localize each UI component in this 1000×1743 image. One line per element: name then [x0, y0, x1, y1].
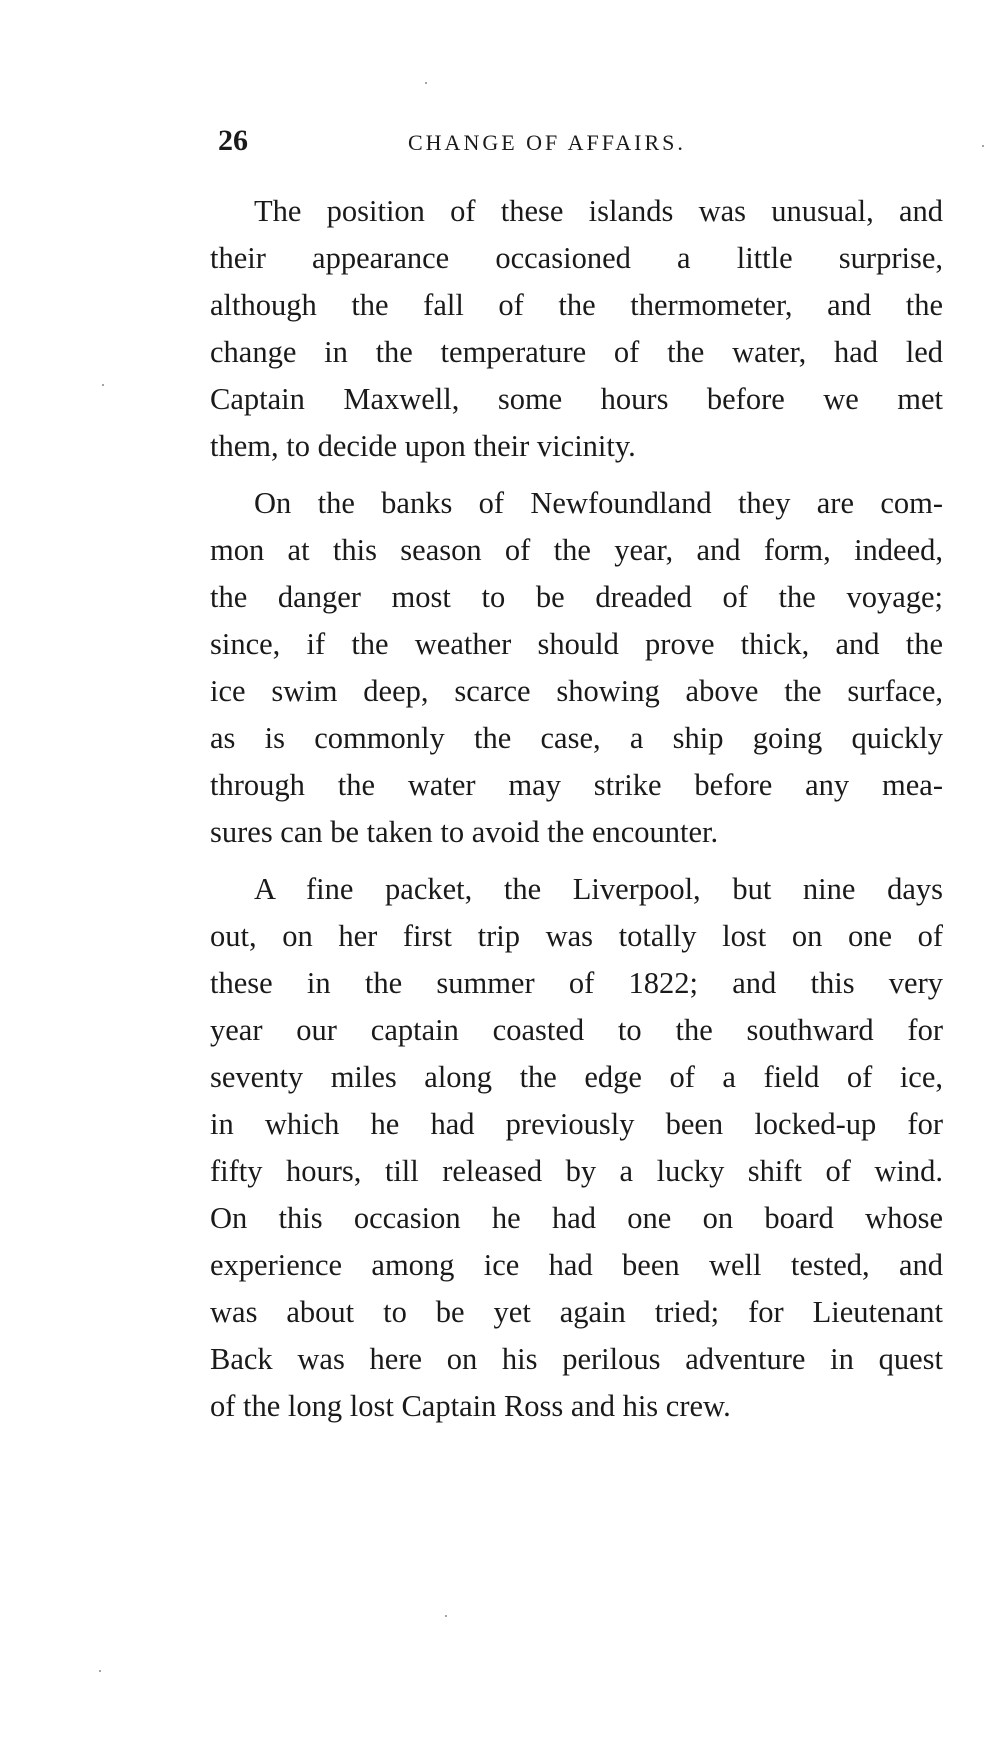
scan-speck [102, 384, 104, 386]
text-line: The position of these islands was unusual, and [254, 194, 943, 228]
text-line: seventy miles along the edge of a field of ice, [210, 1060, 943, 1094]
text-line: their appearance occasioned a little surprise, [210, 241, 943, 275]
text-line: fifty hours, till released by a lucky shift of wind. [210, 1154, 943, 1188]
scan-speck [99, 1670, 101, 1672]
text-line: mon at this season of the year, and form, indeed, [210, 533, 943, 567]
scan-speck [445, 1615, 447, 1617]
text-line: them, to decide upon their vicinity. [210, 429, 636, 463]
text-line: sures can be taken to avoid the encounter. [210, 815, 719, 849]
running-head [218, 124, 940, 164]
text-line: year our captain coasted to the southward for [210, 1013, 943, 1047]
paragraph-3 [210, 866, 943, 1430]
text-line: was about to be yet again tried; for Lieutenant [210, 1295, 943, 1329]
running-title: CHANGE OF AFFAIRS. [408, 130, 686, 155]
paragraph-1 [210, 188, 943, 470]
text-line: A fine packet, the Liverpool, but nine days [254, 872, 943, 906]
scan-speck [982, 145, 984, 147]
text-line: Captain Maxwell, some hours before we met [210, 382, 943, 416]
text-line: through the water may strike before any mea- [210, 768, 943, 802]
text-line: in which he had previously been locked-up for [210, 1107, 943, 1141]
text-line: although the fall of the thermometer, and the [210, 288, 943, 322]
text-line: out, on her first trip was totally lost on one of [210, 919, 943, 953]
text-line: these in the summer of 1822; and this very [210, 966, 943, 1000]
text-line: Back was here on his perilous adventure in quest [210, 1342, 943, 1376]
text-line: On this occasion he had one on board whose [210, 1201, 943, 1235]
text-line: experience among ice had been well tested, and [210, 1248, 943, 1282]
text-line: since, if the weather should prove thick, and the [210, 627, 943, 661]
text-line: of the long lost Captain Ross and his crew. [210, 1389, 731, 1423]
page-number: 26 [218, 124, 248, 157]
body-text [210, 188, 943, 1440]
text-line: change in the temperature of the water, had led [210, 335, 943, 369]
scan-speck [425, 82, 427, 84]
text-line: as is commonly the case, a ship going quickly [210, 721, 943, 755]
text-line: ice swim deep, scarce showing above the surface, [210, 674, 943, 708]
text-line: On the banks of Newfoundland they are com- [254, 486, 943, 520]
text-line: the danger most to be dreaded of the voyage; [210, 580, 943, 614]
paragraph-2 [210, 480, 943, 856]
